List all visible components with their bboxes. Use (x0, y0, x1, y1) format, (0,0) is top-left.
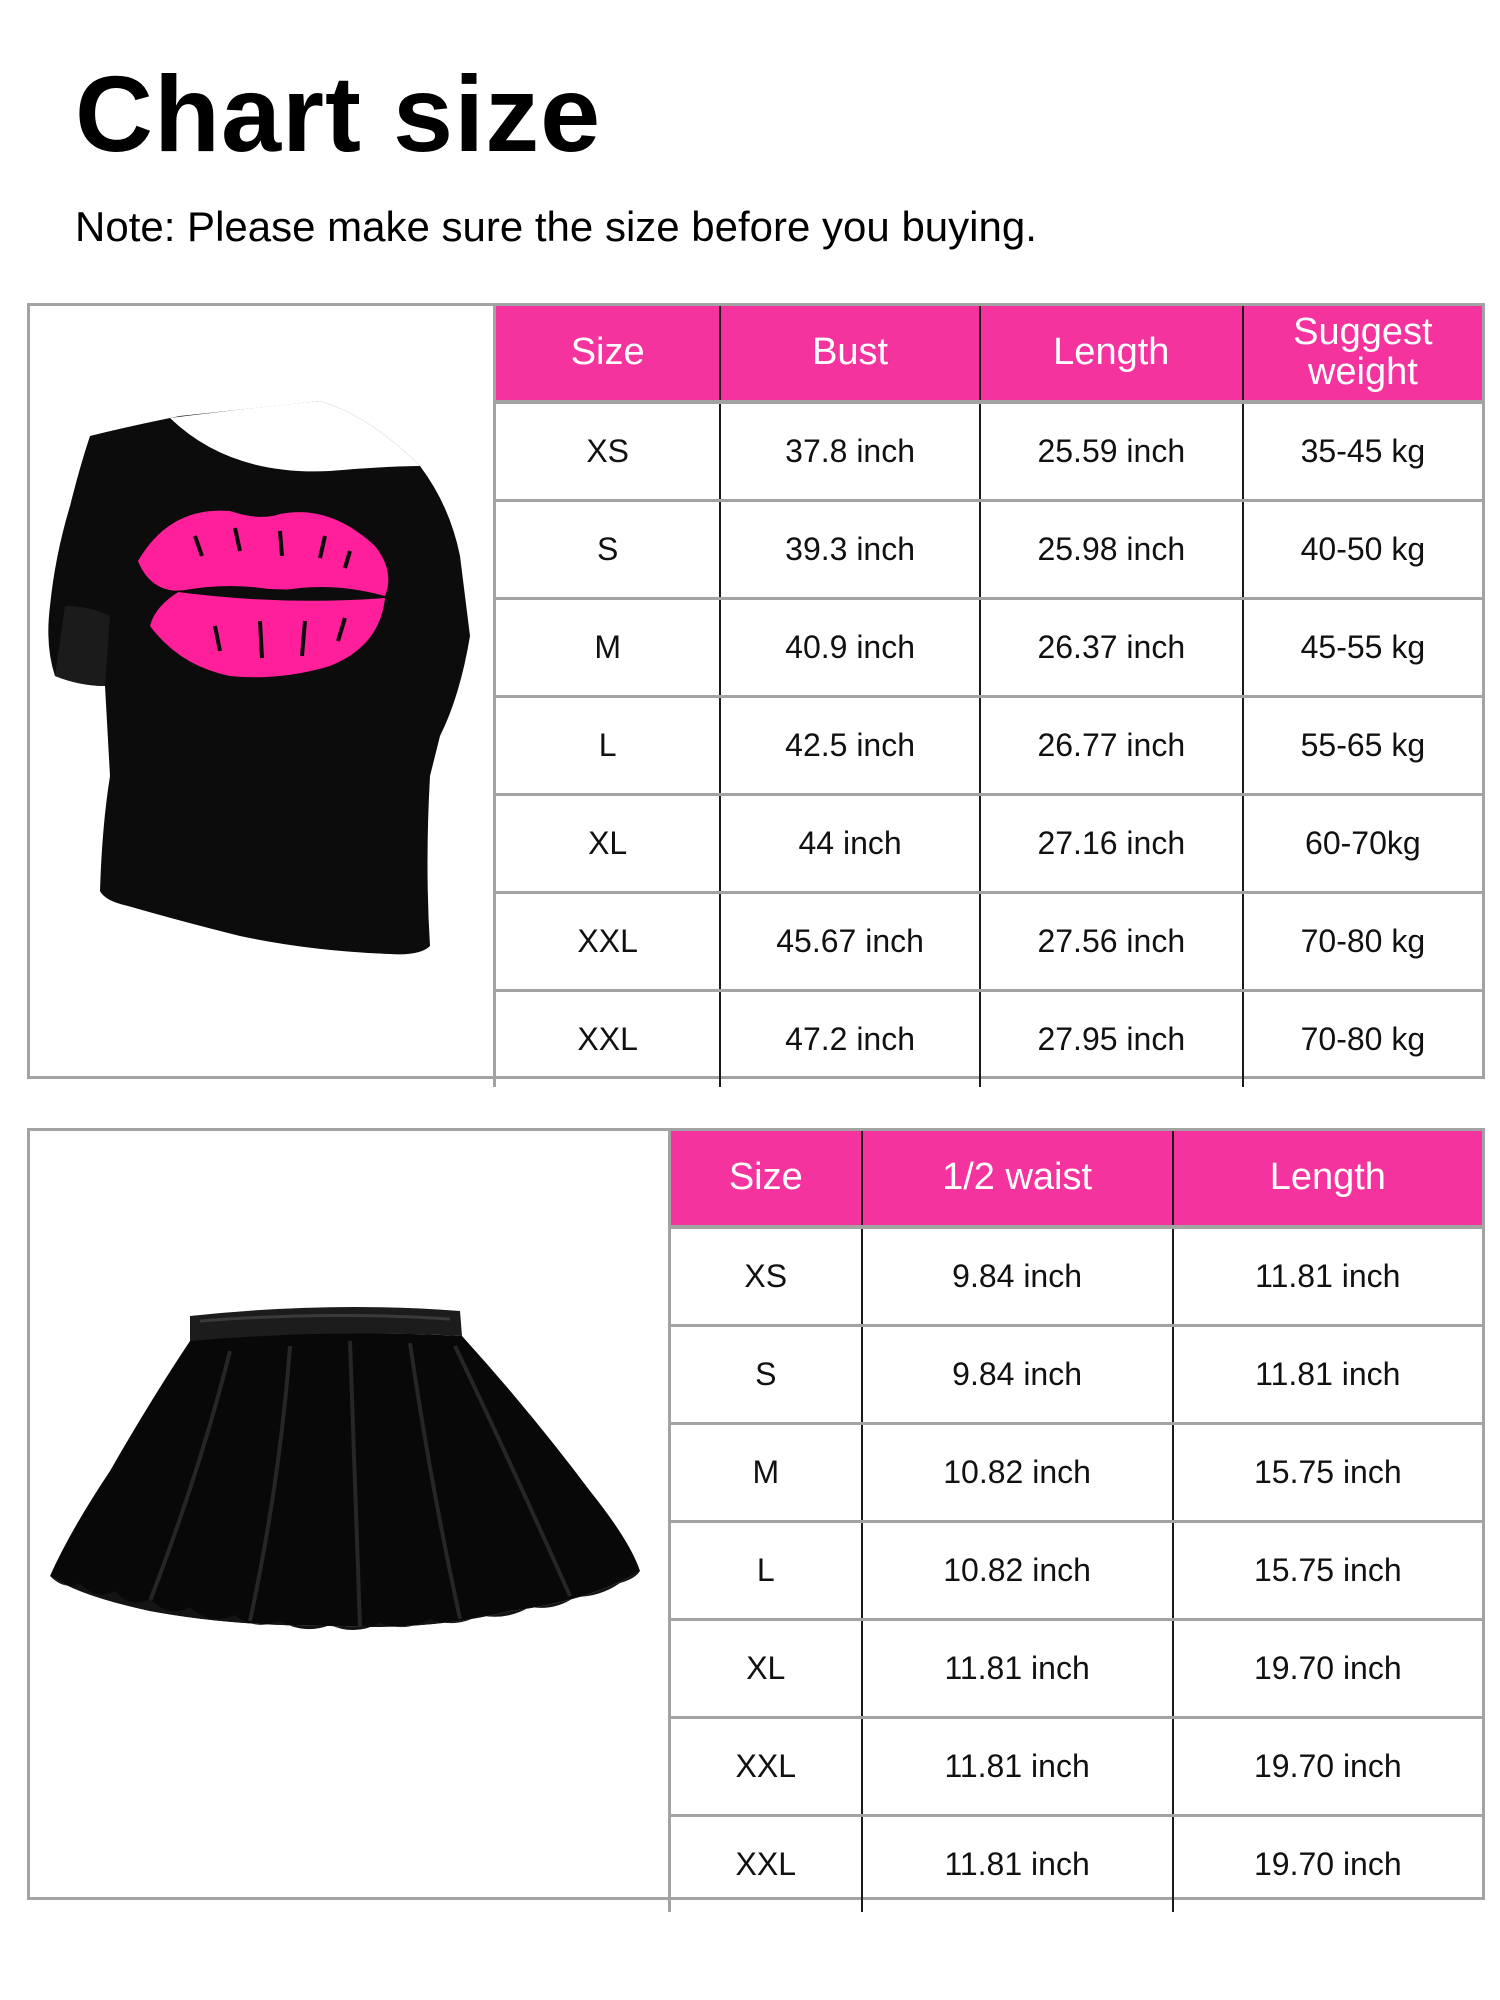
header-bust: Bust (720, 306, 980, 402)
cell-length: 19.70 inch (1173, 1718, 1482, 1816)
cell-length: 25.59 inch (980, 402, 1243, 501)
cell-size: S (670, 1326, 862, 1424)
cell-size: S (495, 501, 721, 599)
header-half-waist: 1/2 waist (862, 1131, 1173, 1227)
cell-size: XXL (495, 893, 721, 991)
cell-half-waist: 9.84 inch (862, 1326, 1173, 1424)
cell-size: XS (495, 402, 721, 501)
cell-weight: 35-45 kg (1243, 402, 1482, 501)
header-suggest-weight: Suggest weight (1243, 306, 1482, 402)
cell-length: 26.77 inch (980, 697, 1243, 795)
header-size: Size (670, 1131, 862, 1227)
tshirt-size-table (493, 306, 1482, 1087)
cell-bust: 40.9 inch (720, 599, 980, 697)
cell-length: 27.16 inch (980, 795, 1243, 893)
cell-size: M (670, 1424, 862, 1522)
cell-size: M (495, 599, 721, 697)
table-row (495, 795, 1483, 893)
cell-length: 15.75 inch (1173, 1424, 1482, 1522)
skirt-image-cell (30, 1131, 671, 1897)
page-title: Chart size (75, 53, 602, 174)
cell-length: 25.98 inch (980, 501, 1243, 599)
cell-bust: 37.8 inch (720, 402, 980, 501)
cell-size: XL (670, 1620, 862, 1718)
cell-bust: 44 inch (720, 795, 980, 893)
cell-size: XXL (495, 991, 721, 1088)
cell-weight: 60-70kg (1243, 795, 1482, 893)
cell-weight: 70-80 kg (1243, 991, 1482, 1088)
cell-bust: 39.3 inch (720, 501, 980, 599)
table-header-row (495, 306, 1483, 402)
skirt-image (30, 1131, 665, 1897)
cell-length: 11.81 inch (1173, 1227, 1482, 1326)
cell-half-waist: 9.84 inch (862, 1227, 1173, 1326)
table-row (670, 1718, 1483, 1816)
table-row (670, 1424, 1483, 1522)
tshirt-image-cell (30, 306, 496, 1076)
table-row (670, 1326, 1483, 1424)
cell-bust: 47.2 inch (720, 991, 980, 1088)
cell-weight: 45-55 kg (1243, 599, 1482, 697)
tshirt-image (30, 306, 490, 1076)
cell-weight: 70-80 kg (1243, 893, 1482, 991)
cell-size: L (495, 697, 721, 795)
cell-length: 27.56 inch (980, 893, 1243, 991)
cell-size: XL (495, 795, 721, 893)
skirt-size-panel (27, 1128, 1485, 1900)
header-length: Length (980, 306, 1243, 402)
cell-length: 19.70 inch (1173, 1816, 1482, 1913)
cell-bust: 42.5 inch (720, 697, 980, 795)
cell-length: 11.81 inch (1173, 1326, 1482, 1424)
table-row (495, 402, 1483, 501)
table-row (495, 697, 1483, 795)
cell-weight: 55-65 kg (1243, 697, 1482, 795)
cell-size: XXL (670, 1816, 862, 1913)
table-header-row (670, 1131, 1483, 1227)
tshirt-size-panel (27, 303, 1485, 1079)
cell-size: XS (670, 1227, 862, 1326)
cell-weight: 40-50 kg (1243, 501, 1482, 599)
size-note: Note: Please make sure the size before you buying. (75, 203, 1037, 250)
cell-half-waist: 10.82 inch (862, 1522, 1173, 1620)
table-row (495, 893, 1483, 991)
table-row (670, 1227, 1483, 1326)
cell-half-waist: 11.81 inch (862, 1620, 1173, 1718)
cell-half-waist: 11.81 inch (862, 1718, 1173, 1816)
table-row (670, 1816, 1483, 1913)
cell-length: 15.75 inch (1173, 1522, 1482, 1620)
cell-half-waist: 10.82 inch (862, 1424, 1173, 1522)
header-size: Size (495, 306, 721, 402)
header-length: Length (1173, 1131, 1482, 1227)
cell-size: L (670, 1522, 862, 1620)
cell-length: 19.70 inch (1173, 1620, 1482, 1718)
cell-length: 26.37 inch (980, 599, 1243, 697)
table-row (495, 599, 1483, 697)
cell-bust: 45.67 inch (720, 893, 980, 991)
table-row (670, 1620, 1483, 1718)
table-row (670, 1522, 1483, 1620)
table-row (495, 501, 1483, 599)
skirt-size-table (668, 1131, 1482, 1912)
cell-size: XXL (670, 1718, 862, 1816)
cell-half-waist: 11.81 inch (862, 1816, 1173, 1913)
table-row (495, 991, 1483, 1088)
cell-length: 27.95 inch (980, 991, 1243, 1088)
